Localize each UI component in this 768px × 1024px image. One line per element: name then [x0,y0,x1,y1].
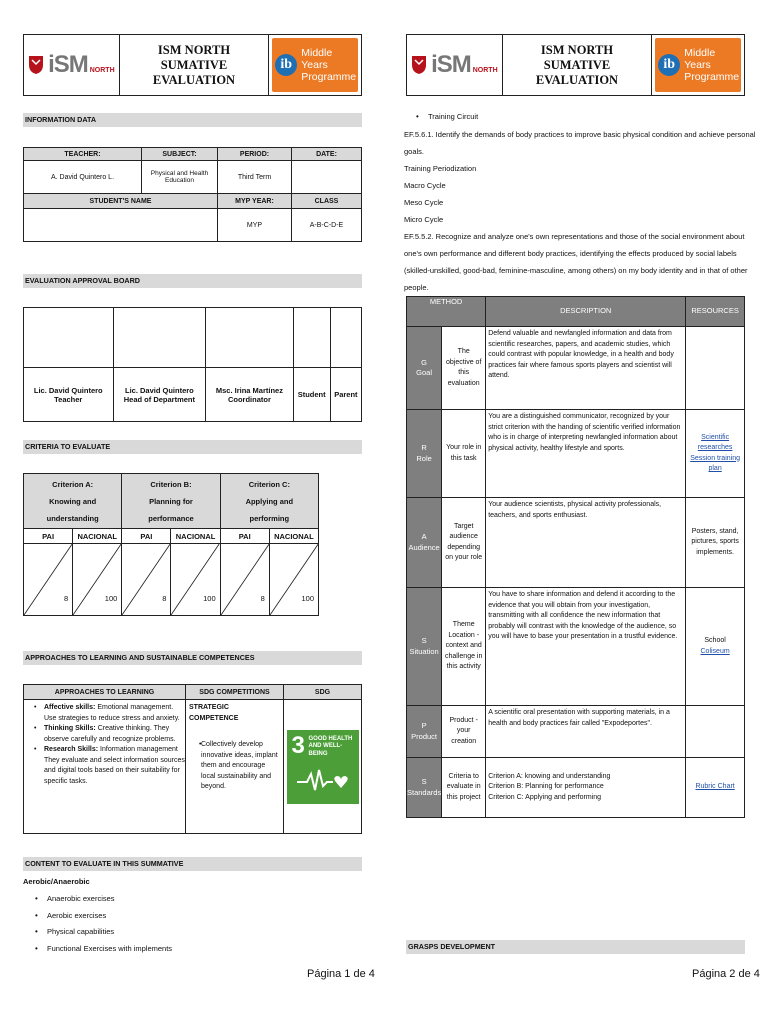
grasps-dev-title: GRASPS DEVELOPMENT [406,940,745,954]
atl-section-title: APPROACHES TO LEARNING AND SUSTAINABLE COMPETENCES [23,651,362,665]
pai-header: PAI [220,529,269,544]
ib-icon: ib [658,54,680,76]
sdg-3-logo: 3 GOOD HEALTH AND WELL-BEING [287,730,359,804]
grasps-letter: A Audience [407,498,442,588]
grasps-resources: Posters, stand, pictures, sports implements. [686,498,745,588]
grasps-description: You are a distinguished communicator, recognized by your strict criterion with the handing of scientific verified information who is in charge of interpreting newfangled information about physical activity, healthy lifestyle and sports. [486,410,686,498]
nacional-header: NACIONAL [171,529,220,544]
max-score: 100 [203,594,216,603]
intro-line: Macro Cycle [404,181,446,190]
intro-line: Training Periodization [404,164,477,173]
page-footer: Página 2 de 4 [692,968,760,980]
max-score: 100 [104,594,118,603]
grasps-row [407,706,745,758]
signature-box[interactable] [330,308,361,368]
signature-box[interactable] [293,308,330,368]
content-item: • Physical capabilities [23,924,323,941]
max-score: 100 [301,594,314,603]
myp-logo: ib Middle Years Programme [269,35,361,95]
grasps-objective: Theme Location - context and challenge in this activity [442,588,486,706]
grasps-row [407,588,745,706]
grasps-description: Your audience scientists, physical activity professionals, teachers, and sports enthusiast. [486,498,686,588]
grasps-objective: The objective of this evaluation [442,327,486,410]
signature-box[interactable] [24,308,114,368]
grasps-description: Defend valuable and newfangled information and data from scientific researches, papers, and academic studies, which could contrast with popular knowledge, in a health and body practices fair where famous sports players and scientist will attend. [486,327,686,410]
max-score: 8 [260,594,265,603]
date-field[interactable] [292,161,362,194]
intro-line: EF.5.6.1. Identify the demands of body practices to improve basic physical condition and achieve personal goals. [404,130,756,156]
content-item: • Aerobic exercises [23,908,323,925]
grasps-resources [686,758,745,818]
grasps-resources [686,327,745,410]
signature-box[interactable] [113,308,206,368]
strategic-title: STRATEGIC COMPETENCE [189,704,239,722]
signature-box[interactable] [206,308,293,368]
score-cell[interactable] [24,544,73,616]
grasps-row [407,410,745,498]
shield-icon [28,55,44,75]
resource-link[interactable]: Rubric Chart [695,783,735,791]
logo-word: iSM [48,51,88,78]
content-heading: Aerobic/Anaerobic [23,877,90,886]
content-list [23,891,323,957]
header-title: ISM NORTH SUMATIVE EVALUATION [120,35,270,95]
max-score: 8 [162,594,167,603]
page-header [23,34,362,96]
grasps-letter: P Product [407,706,442,758]
page-header [406,34,745,96]
grasps-letter: G Goal [407,327,442,410]
grasps-objective: Criteria to evaluate in this project [442,758,486,818]
intro-text [404,126,756,296]
nacional-header: NACIONAL [73,529,122,544]
myp-logo: ib Middle Years Programme [652,35,744,95]
grasps-row [407,758,745,818]
atl-skill-item: • Thinking Skills: Creative thinking. They observe carefully and recognize problems. [24,724,185,745]
period-value: Third Term [218,161,292,194]
heartbeat-icon [297,768,351,794]
content-item: • Anaerobic exercises [23,891,323,908]
grasps-objective: Your role in this task [442,410,486,498]
grasps-letter: S Standards [407,758,442,818]
approver-cell: Parent [330,368,361,422]
criterion-header: Criterion C: Applying and performing [220,474,318,529]
score-cell[interactable] [220,544,269,616]
score-cell[interactable] [171,544,220,616]
teacher-value: A. David Quintero L. [24,161,142,194]
logo-word: iSM [431,51,471,78]
criteria-section-title: CRITERIA TO EVALUATE [23,440,362,454]
approver-cell: Lic. David Quintero Teacher [24,368,114,422]
intro-line: EF.5.5.2. Recognize and analyze one's own representations and those of the social environment about one's own performance and different body practices, identifying the effects produced by social labels (skilled-unskilled, good-bad, feminine-masculine, among others) on my body identity and in that of other people. [404,232,748,292]
shield-icon [411,55,427,75]
info-table: TEACHER: SUBJECT: PERIOD: DATE: A. David Quintero L. Physical and Health Education Third Term STUDENT'S NAME MYP YEAR: CLASS MYP A-B-C-D-E [23,147,362,242]
strategic-text: • Collectively develop innovative ideas, implant them and encourage local sustainability and beyond. [189,740,280,793]
subject-value: Physical and Health Education [142,161,218,194]
grasps-resources [686,410,745,498]
ib-icon: ib [275,54,297,76]
grasps-row [407,327,745,410]
class-value: A-B-C-D-E [292,209,362,242]
grasps-row [407,498,745,588]
ism-logo [407,35,503,95]
training-bullet: • Training Circuit [404,110,478,124]
score-cell[interactable] [73,544,122,616]
atl-skill-item: • Affective skills: Emotional management. Use strategies to reduce stress and anxiety. [24,703,185,724]
page-footer: Página 1 de 4 [307,968,375,980]
grasps-description: A scientific oral presentation with supporting materials, in a health and body practices fair called "Expodeportes". [486,706,686,758]
score-cell[interactable] [122,544,171,616]
atl-skill-list [24,703,185,787]
grasps-resources [686,706,745,758]
grasps-objective: Product - your creation [442,706,486,758]
page-2 [384,0,768,1024]
header-title: ISM NORTH SUMATIVE EVALUATION [503,35,653,95]
ism-logo [24,35,120,95]
max-score: 8 [63,594,69,603]
grasps-objective: Target audience depending on your role [442,498,486,588]
criteria-table [23,473,319,616]
atl-table: APPROACHES TO LEARNING SDG COMPETITIONS SDG • Affective skills: Emotional management. Use strategies to reduce stress and anxiety. • Thinking Skills: Creative thinking. They observe carefully and recognize problems. • Research Skills: Information management They evaluate and select information sources and digital tools based on their suitability for specific tasks. STRATEGIC COMPETENCE • Collectively develop innovative ideas, implant them and encourage local sustainability and beyond. 3 GOOD HEALTH AND WELL-BEING [23,684,362,834]
pai-header: PAI [24,529,73,544]
approver-cell: Msc. Irina Martínez Coordinator [206,368,293,422]
resource-link[interactable]: Coliseum [700,647,730,655]
logo-sub: NORTH [472,66,498,74]
criterion-header: Criterion A: Knowing and understanding [24,474,122,529]
pai-header: PAI [122,529,171,544]
myp-value: MYP [218,209,292,242]
grasps-resources: School Coliseum [686,588,745,706]
nacional-header: NACIONAL [269,529,318,544]
grasps-description: Criterion A: knowing and understanding Criterion B: Planning for performance Criterion C: Applying and performing [486,758,686,818]
approver-cell: Lic. David Quintero Head of Department [113,368,206,422]
atl-skill-item: • Research Skills: Information management They evaluate and select information sources and digital tools based on their suitability for specific tasks. [24,745,185,787]
criterion-header: Criterion B: Planning for performance [122,474,220,529]
intro-line: Micro Cycle [404,215,444,224]
content-item: • Functional Exercises with implements [23,941,323,958]
resource-link[interactable]: Scientific researches Session training plan [690,433,740,472]
approver-cell: Student [293,368,330,422]
approval-section-title: EVALUATION APPROVAL BOARD [23,274,362,288]
grasps-letter: S Situation [407,588,442,706]
grasps-table: METHOD DESCRIPTION RESOURCES G Goal The objective of this evaluation Defend valuable and newfangled information and data from scientific researches, papers, and academic studies, which could contrast with popular knowledge, in a health and body practices fair where famous sports players and scientist will attend. R Role Your role in this task You are a distinguished communicator, recognized by your strict criterion with the handing of scientific verified information who is in charge of interpreting newfangled information about physical activity, healthy lifestyle and sports. Scientific researches Session training plan A Audience Target audience depending on your role Your audience scientists, physical activity professionals, teachers, and sports enthusiast. Posters, stand, pictures, sports implements. S Situation Theme Location - context and challenge in this activity You have to share information and defend it according to the evidence that you will obtain from your investigation, transmitting with all confidence the new information that probably will contrast with the knowledge of the audience, so you will have to base your presentation in a trustful evidence. School Coliseum P Product Product - your creation A scientific oral presentation with supporting materials, in a health and body practices fair called "Expodeportes". S Standards Criteria to evaluate in this project Criterion A: knowing and understanding Criterion B: Planning for performance Criterion C: Applying and performing Rubric Chart [406,296,745,818]
grasps-letter: R Role [407,410,442,498]
approval-table [23,307,362,422]
intro-line: Meso Cycle [404,198,444,207]
student-name-field[interactable] [24,209,218,242]
logo-sub: NORTH [89,66,115,74]
grasps-description: You have to share information and defend it according to the evidence that you will obtain from your investigation, transmitting with all confidence the new information that probably will contrast with the knowledge of the audience, so you will have to base your presentation in a trustful evidence. [486,588,686,706]
info-section-title: INFORMATION DATA [23,113,362,127]
score-cell[interactable] [269,544,318,616]
content-section-title: CONTENT TO EVALUATE IN THIS SUMMATIVE [23,857,362,871]
